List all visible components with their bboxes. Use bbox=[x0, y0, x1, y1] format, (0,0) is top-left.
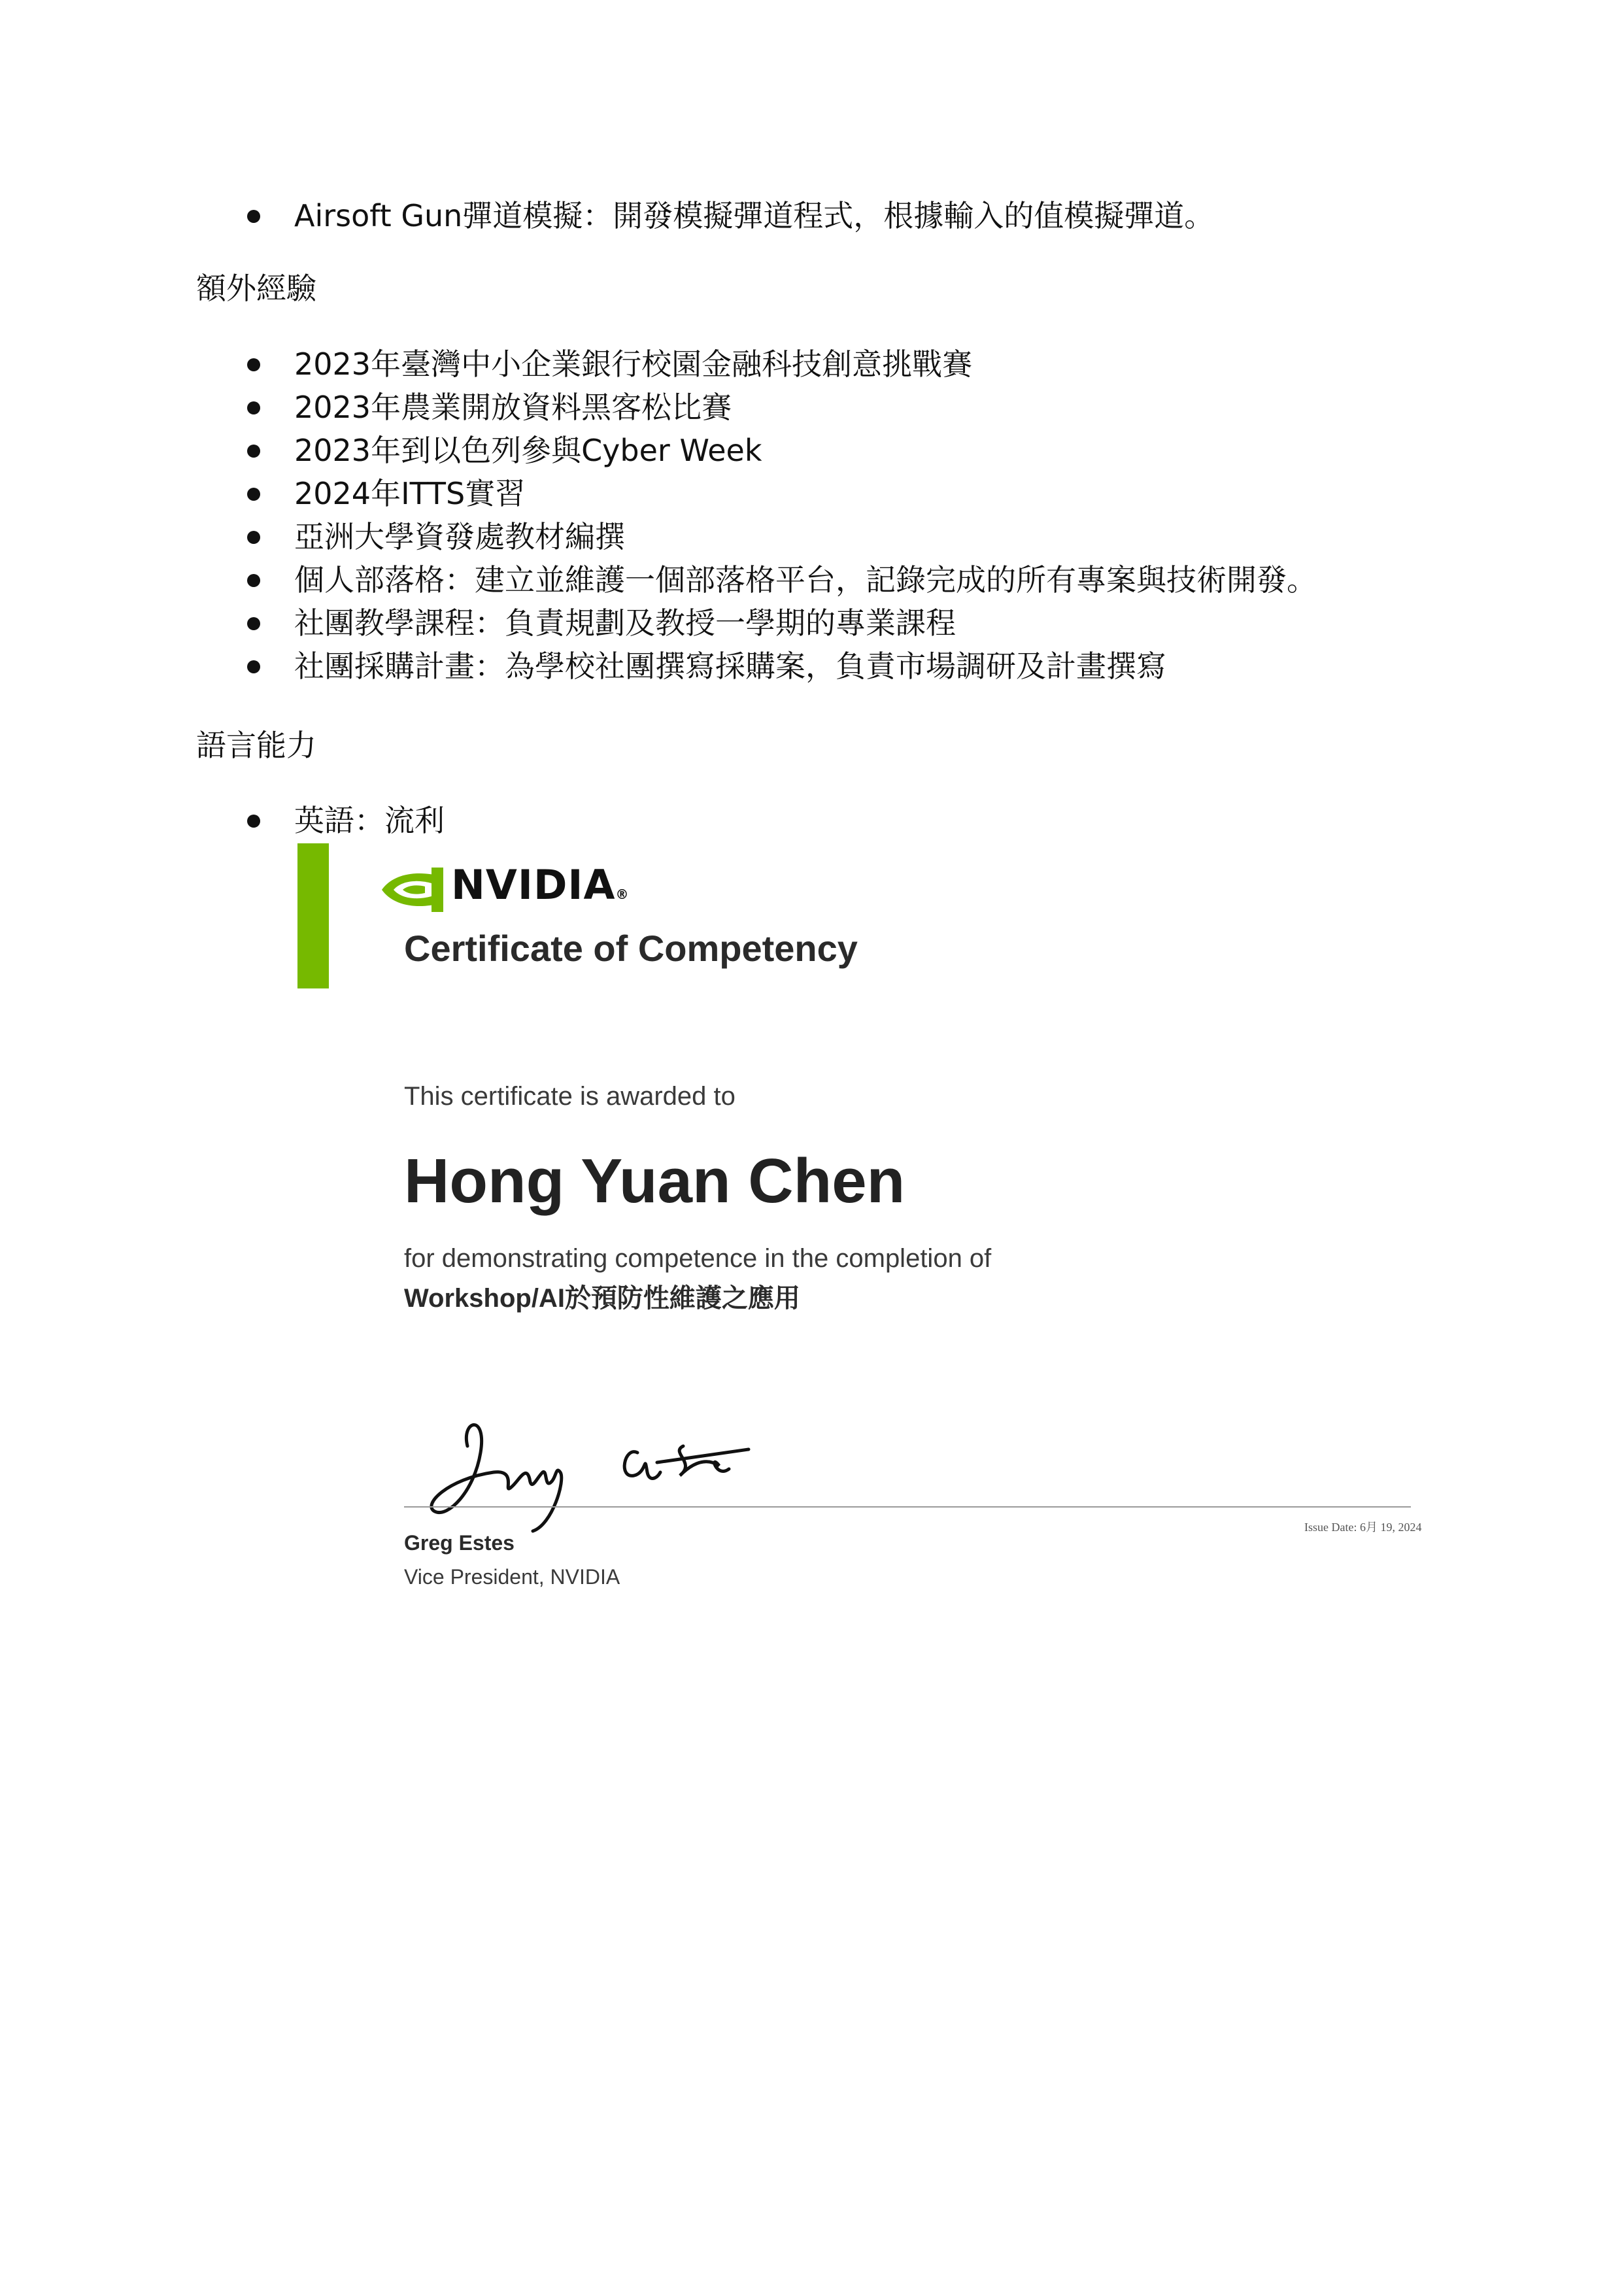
signature-line bbox=[404, 1506, 1411, 1508]
nvidia-wordmark: NVIDIA® bbox=[451, 861, 630, 909]
bullet-icon bbox=[247, 358, 260, 371]
list-item bbox=[242, 429, 1317, 472]
signer-title: Vice President, NVIDIA bbox=[404, 1565, 620, 1589]
bullet-icon bbox=[247, 210, 260, 223]
list-item bbox=[242, 194, 1214, 237]
experience-item: 亞洲大學資發處教材編撰 bbox=[294, 519, 625, 554]
bullet-icon bbox=[247, 617, 260, 630]
bullet-icon bbox=[247, 488, 260, 501]
project-item-airsoft: Airsoft Gun彈道模擬：開發模擬彈道程式，根據輸入的值模擬彈道。 bbox=[294, 198, 1215, 233]
recipient-name: Hong Yuan Chen bbox=[404, 1146, 905, 1216]
nvidia-certificate bbox=[297, 843, 1448, 1615]
course-name: Workshop/AI於預防性維護之應用 bbox=[404, 1284, 800, 1313]
bullet-icon bbox=[247, 401, 260, 414]
bullet-icon bbox=[247, 815, 260, 828]
bullet-icon bbox=[247, 445, 260, 458]
signature-icon bbox=[422, 1407, 762, 1538]
experience-item: 2024年ITTS實習 bbox=[294, 476, 526, 511]
bullet-icon bbox=[247, 660, 260, 673]
issue-date: Issue Date: 6月 19, 2024 bbox=[1304, 1521, 1422, 1534]
bullet-icon bbox=[247, 531, 260, 544]
certificate-accent-bar bbox=[297, 843, 329, 988]
extra-experience-heading: 額外經驗 bbox=[196, 271, 316, 306]
experience-item: 社團教學課程：負責規劃及教授一學期的專業課程 bbox=[294, 605, 956, 641]
list-item bbox=[242, 645, 1317, 688]
language-item: 英語：流利 bbox=[294, 803, 445, 838]
nvidia-eye-icon bbox=[379, 868, 443, 912]
list-item bbox=[242, 799, 445, 842]
experience-item: 2023年到以色列參與Cyber Week bbox=[294, 433, 762, 468]
list-item bbox=[242, 558, 1317, 601]
experience-item: 2023年農業開放資料黑客松比賽 bbox=[294, 390, 732, 425]
experience-item: 2023年臺灣中小企業銀行校園金融科技創意挑戰賽 bbox=[294, 346, 973, 382]
languages-heading: 語言能力 bbox=[196, 728, 316, 763]
project-list bbox=[242, 194, 1214, 237]
awarded-to-label: This certificate is awarded to bbox=[404, 1082, 736, 1111]
certificate-title: Certificate of Competency bbox=[404, 928, 858, 969]
list-item bbox=[242, 515, 1317, 558]
competence-statement: for demonstrating competence in the completion of bbox=[404, 1244, 992, 1273]
bullet-icon bbox=[247, 574, 260, 587]
experience-item: 個人部落格：建立並維護一個部落格平台，記錄完成的所有專案與技術開發。 bbox=[294, 562, 1317, 598]
list-item bbox=[242, 601, 1317, 645]
list-item bbox=[242, 343, 1317, 386]
experience-item: 社團採購計畫：為學校社團撰寫採購案，負責市場調研及計畫撰寫 bbox=[294, 649, 1166, 684]
list-item bbox=[242, 472, 1317, 515]
extra-experience-list bbox=[242, 343, 1317, 688]
nvidia-logo bbox=[379, 861, 630, 913]
languages-list bbox=[242, 799, 445, 842]
signer-name: Greg Estes bbox=[404, 1531, 515, 1555]
list-item bbox=[242, 386, 1317, 429]
